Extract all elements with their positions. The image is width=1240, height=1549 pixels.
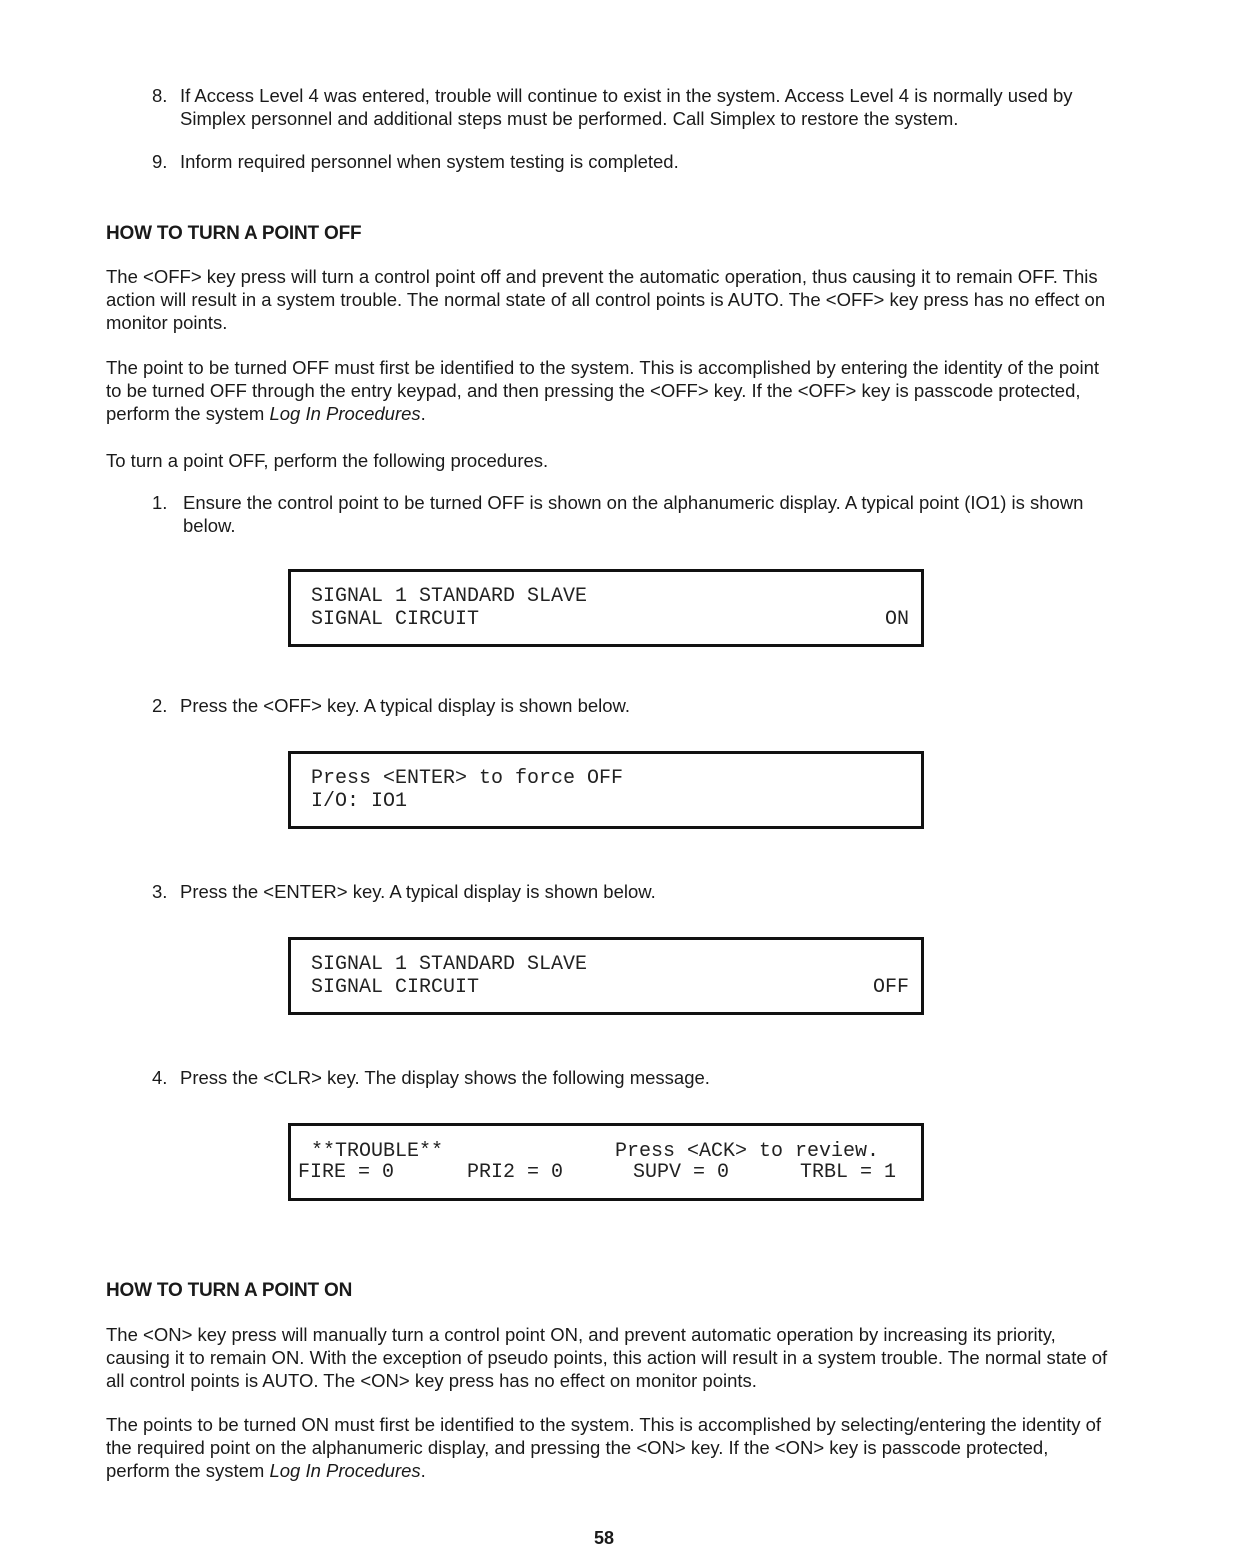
- list-item-8: [152, 84, 1112, 134]
- log-in-procedures-reference: Log In Procedures: [269, 1460, 421, 1481]
- log-in-procedures-reference: Log In Procedures: [269, 403, 421, 424]
- list-item-9: [152, 150, 1112, 174]
- step-text: Press the <ENTER> key. A typical display is shown below.: [180, 881, 656, 902]
- trouble-label: **TROUBLE**: [311, 1140, 444, 1163]
- display-line-2: I/O: IO1: [311, 790, 408, 813]
- off-paragraph-1: The <OFF> key press will turn a control point off and prevent the automatic operation, thus causing it to remain OFF. This action will result in a system trouble. The normal state of all control points is AUTO. The <OFF> key press has no effect on monitor points.: [106, 266, 1106, 333]
- alphanumeric-display-3: [288, 937, 924, 1015]
- step-4: [152, 1066, 1112, 1090]
- step-number: 4.: [152, 1067, 168, 1088]
- supv-count: SUPV = 0: [633, 1161, 730, 1184]
- on-paragraph-2: [106, 1413, 1112, 1482]
- step-text: Press the <OFF> key. A typical display is shown below.: [180, 695, 631, 716]
- step-text: Press the <CLR> key. The display shows the following message.: [180, 1067, 710, 1088]
- section-heading-off: HOW TO TURN A POINT OFF: [106, 223, 362, 244]
- display-line-1: SIGNAL 1 STANDARD SLAVE: [311, 585, 588, 608]
- step-number: 2.: [152, 695, 168, 716]
- alphanumeric-display-1: [288, 569, 924, 647]
- ack-prompt: Press <ACK> to review.: [615, 1140, 880, 1163]
- display-status: OFF: [872, 976, 909, 999]
- on-paragraph-1: The <ON> key press will manually turn a control point ON, and prevent automatic operation by increasing its priority, causing it to remain ON. With the exception of pseudo points, this action will result in a system trouble. The normal state of all control points is AUTO. The <ON> key press has no effect on monitor points.: [106, 1324, 1108, 1391]
- step-text: Ensure the control point to be turned OFF is shown on the alphanumeric display. A typical point (IO1) is shown below.: [183, 492, 1084, 536]
- display-line-2: SIGNAL CIRCUIT: [311, 976, 480, 999]
- paragraph-end: .: [420, 1460, 426, 1481]
- display-line-1: Press <ENTER> to force OFF: [311, 767, 624, 790]
- paragraph-text: The point to be turned OFF must first be identified to the system. This is accomplished by entering the identity of the point to be turned OFF through the entry keypad, and then pressing the <OFF> key. If the <OFF> key is passcode protected, perform the system: [106, 357, 1100, 424]
- alphanumeric-display-2: [288, 751, 924, 829]
- page-number: 58: [594, 1528, 615, 1548]
- item-text: If Access Level 4 was entered, trouble will continue to exist in the system. Access Level 4 is normally used by Simplex personnel and additional steps must be performed. Call Simplex to restore the system.: [180, 85, 1073, 129]
- step-3: [152, 880, 1112, 904]
- step-1: [152, 491, 1112, 539]
- pri2-count: PRI2 = 0: [467, 1161, 564, 1184]
- step-number: 3.: [152, 881, 168, 902]
- display-line-2: SIGNAL CIRCUIT: [311, 608, 480, 631]
- item-text: Inform required personnel when system testing is completed.: [180, 151, 679, 172]
- alphanumeric-display-4: [288, 1123, 924, 1201]
- section-heading-on: HOW TO TURN A POINT ON: [106, 1280, 353, 1301]
- paragraph-text: The points to be turned ON must first be identified to the system. This is accomplished by selecting/entering the identity of the required point on the alphanumeric display, and pressing the <ON> key. If the <ON> key is passcode protected, perform the system: [106, 1414, 1102, 1481]
- trbl-count: TRBL = 1: [800, 1161, 897, 1184]
- item-number: 8.: [152, 85, 168, 106]
- step-number: 1.: [152, 492, 168, 513]
- display-status: ON: [884, 608, 909, 631]
- step-2: [152, 694, 1112, 718]
- fire-count: FIRE = 0: [298, 1161, 395, 1184]
- off-paragraph-3: To turn a point OFF, perform the following procedures.: [106, 450, 549, 471]
- paragraph-end: .: [420, 403, 426, 424]
- off-paragraph-2: [106, 356, 1112, 425]
- item-number: 9.: [152, 151, 168, 172]
- display-line-1: SIGNAL 1 STANDARD SLAVE: [311, 953, 588, 976]
